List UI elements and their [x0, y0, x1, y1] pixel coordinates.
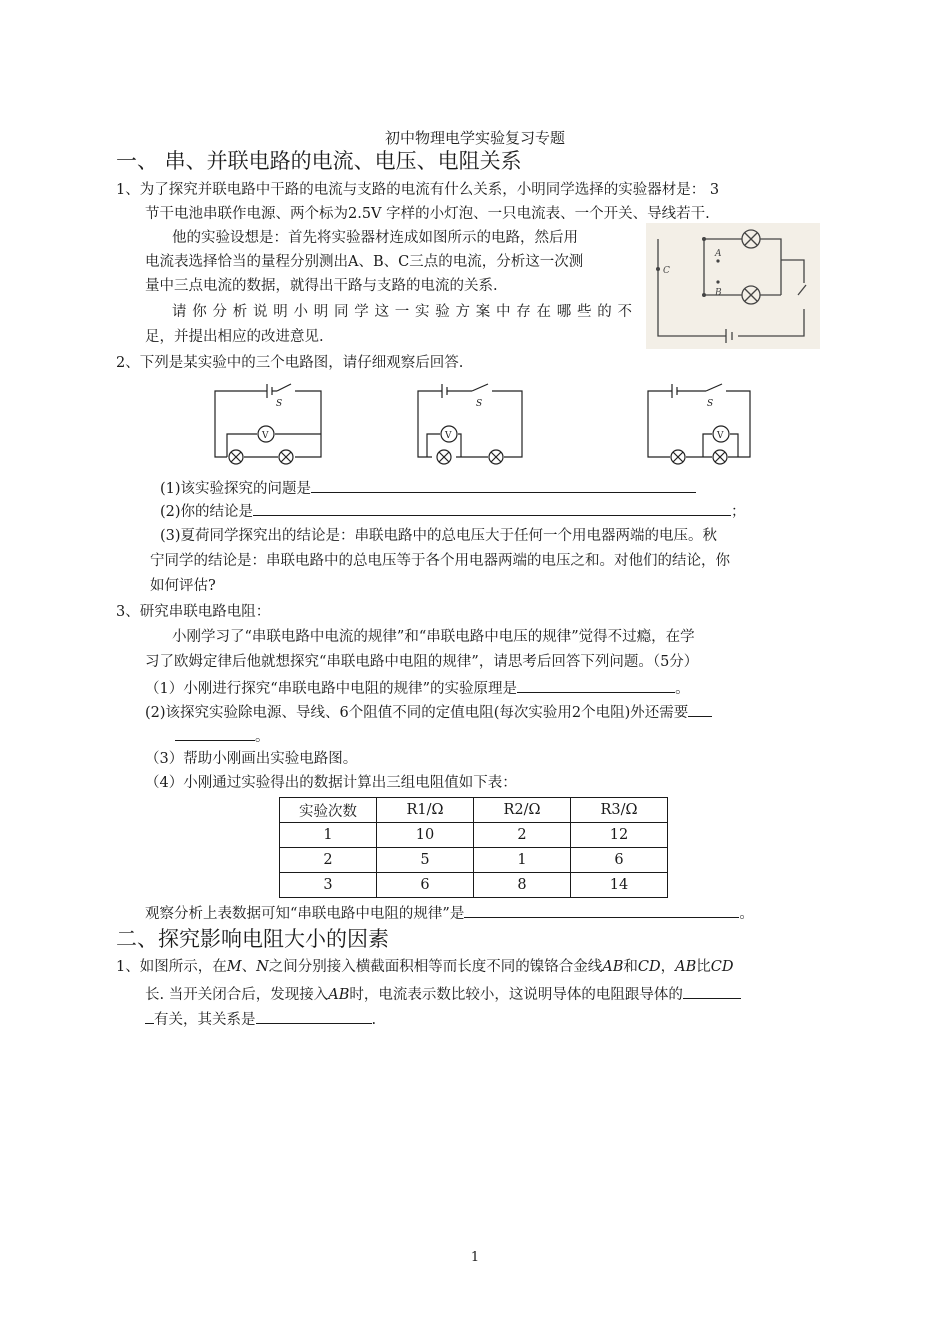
q1-line7: 足，并提出相应的改进意见.: [145, 329, 324, 345]
var-ab: AB: [602, 959, 624, 975]
voltmeter-label: V: [262, 431, 269, 441]
text-segment: 比: [696, 959, 711, 975]
q2-part2-text: (2)你的结论是: [160, 504, 254, 520]
var-ab: AB: [675, 959, 697, 975]
point-c-dot: [656, 267, 660, 271]
table-row: [280, 873, 668, 898]
answer-blank[interactable]: [253, 500, 731, 516]
q2-intro: 2、下列是某实验中的三个电路图，请仔细观察后回答.: [116, 355, 464, 371]
q3-part2-cont: [175, 725, 270, 747]
switch-label: S: [476, 399, 483, 409]
table-cell: 2: [280, 848, 377, 873]
text-segment: 有关，其关系是: [154, 1012, 256, 1028]
label-b: B: [715, 288, 722, 298]
answer-blank[interactable]: [683, 983, 741, 999]
circuit-diagram-3: [638, 382, 762, 468]
q3-intro: 3、研究串联电路电阻：: [116, 604, 271, 620]
q2-part1-text: (1)该实验探究的问题是: [160, 481, 312, 497]
q3-part1-text: （1）小刚进行探究“串联电路中电阻的规律”的实验原理是: [145, 681, 518, 697]
q1-line4: 电流表选择恰当的量程分别测出A、B、C三点的电流，分析这一次测: [145, 254, 584, 270]
table-cell: 14: [571, 873, 668, 898]
q1-line1: 1、为了探究并联电路中干路的电流与支路的电流有什么关系，小明同学选择的实验器材是： 3: [116, 182, 720, 198]
q3-conclusion: [145, 902, 754, 924]
table-header-row: [280, 798, 668, 823]
table-cell: 1: [474, 848, 571, 873]
label-c: C: [663, 266, 670, 276]
q1-line6: 请你分析说明小明同学这一实验方案中存在哪些的不: [172, 304, 632, 320]
section1-heading: 一、 串、并联电路的电流、电压、电阻关系: [116, 149, 522, 173]
junction-dot: [702, 293, 706, 297]
var-n: N: [256, 959, 269, 975]
table-header-cell: 实验次数: [280, 798, 377, 823]
circuit-diagram-2: [408, 382, 532, 468]
q3-part4: （4）小刚通过实验得出的数据计算出三组电阻值如下表：: [145, 775, 517, 791]
point-a-dot: [716, 259, 719, 262]
table-cell: 10: [377, 823, 474, 848]
text-segment: 和: [623, 959, 638, 975]
table-cell: 3: [280, 873, 377, 898]
q3-part2-text: (2)该探究实验除电源、导线、6个阻值不同的定值电阻(每次实验用2个电阻)外还需要: [145, 705, 689, 721]
var-cd: CD: [710, 959, 734, 975]
switch-label: S: [276, 399, 283, 409]
var-m: M: [226, 959, 242, 975]
table-cell: 5: [377, 848, 474, 873]
q1-line3: 他的实验设想是：首先将实验器材连成如图所示的电路，然后用: [172, 230, 578, 246]
resistance-table: [279, 797, 668, 898]
text-segment: 长. 当开关闭合后，发现接入: [145, 987, 329, 1003]
q3-part1-end: 。: [675, 681, 690, 697]
answer-blank[interactable]: [175, 725, 255, 741]
var-cd: CD: [637, 959, 661, 975]
answer-blank[interactable]: [517, 677, 675, 693]
table-cell: 1: [280, 823, 377, 848]
page-number: 1: [470, 1250, 480, 1265]
q3-conclusion-text: 观察分析上表数据可知“串联电路中电阻的规律”是: [145, 906, 465, 922]
q2-part3-line1: (3)夏荷同学探究出的结论是：串联电路中的总电压大于任何一个用电器两端的电压。秋: [160, 528, 718, 544]
table-header-cell: R3/Ω: [571, 798, 668, 823]
label-a: A: [715, 249, 722, 259]
q3-line1: 小刚学习了“串联电路中电流的规律”和“串联电路中电压的规律”觉得不过瘾，在学: [172, 629, 695, 645]
q2-part2: [160, 500, 746, 522]
text-segment: 时，电流表示数比较小，这说明导体的电阻跟导体的: [349, 987, 683, 1003]
answer-blank[interactable]: [464, 902, 739, 918]
text-segment: 1、如图所示，在: [116, 959, 227, 975]
parallel-circuit-figure: [646, 223, 820, 349]
q2-part3-line2: 宁同学的结论是：串联电路中的总电压等于各个用电器两端的电压之和。对他们的结论，你: [150, 553, 730, 569]
table-cell: 12: [571, 823, 668, 848]
s2-q1-line3: [145, 1008, 376, 1030]
voltmeter-label: V: [717, 431, 724, 441]
table-row: [280, 823, 668, 848]
q3-part1: [145, 677, 690, 699]
q1-line5: 量中三点电流的数据，就得出干路与支路的电流的关系.: [145, 278, 498, 294]
circuit-diagram-1: [205, 382, 329, 468]
q3-part2: [145, 701, 712, 723]
q3-part2-end: 。: [255, 729, 270, 745]
junction-dot: [702, 237, 706, 241]
table-header-cell: R2/Ω: [474, 798, 571, 823]
switch-label: S: [707, 399, 714, 409]
voltmeter-label: V: [445, 431, 452, 441]
q3-conclusion-end: 。: [739, 906, 754, 922]
q3-part3: （3）帮助小刚画出实验电路图。: [145, 751, 358, 767]
table-cell: 6: [571, 848, 668, 873]
point-b-dot: [716, 280, 719, 283]
q2-part3-line3: 如何评估?: [150, 578, 216, 594]
table-cell: 8: [474, 873, 571, 898]
page-title: 初中物理电学实验复习专题: [384, 129, 565, 147]
text-segment: 、: [241, 959, 257, 975]
text-segment: ，: [660, 959, 676, 975]
table-header-cell: R1/Ω: [377, 798, 474, 823]
q3-line2: 习了欧姆定律后他就想探究“串联电路中电阻的规律”，请思考后回答下列问题。（5分）: [145, 654, 699, 670]
table-row: [280, 848, 668, 873]
section2-heading: 二、探究影响电阻大小的因素: [116, 927, 389, 951]
answer-blank[interactable]: [688, 701, 712, 717]
text-segment: .: [371, 1012, 377, 1028]
q1-line2: 节干电池串联作电源、两个标为2.5V 字样的小灯泡、一只电流表、一个开关、导线若干.: [145, 206, 710, 222]
q2-part1: [160, 477, 696, 499]
answer-blank[interactable]: [256, 1008, 372, 1024]
answer-blank[interactable]: [311, 477, 696, 493]
table-cell: 2: [474, 823, 571, 848]
answer-blank[interactable]: [145, 1008, 154, 1024]
var-ab: AB: [328, 987, 350, 1003]
text-segment: 之间分别接入横截面积相等而长度不同的镍铬合金线: [268, 959, 603, 975]
table-cell: 6: [377, 873, 474, 898]
q2-part2-end: ；: [731, 504, 746, 520]
s2-q1-line1: [116, 957, 734, 977]
s2-q1-line2: [145, 983, 741, 1005]
